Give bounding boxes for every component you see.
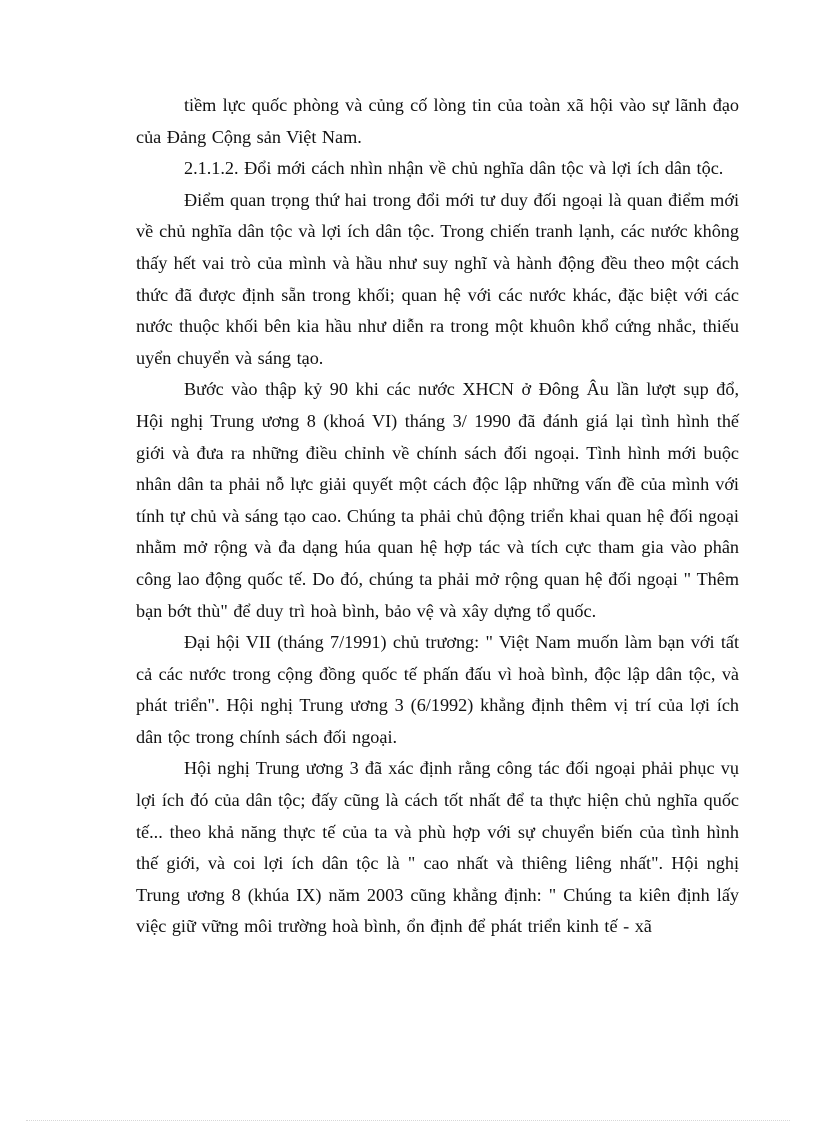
paragraph-nineties: Bước vào thập kỷ 90 khi các nước XHCN ở Đông Âu lần lượt sụp đổ, Hội nghị Trung ương 8 (khoá VI) tháng 3/ 1990 đã đánh giá lại tình hình thế giới và đưa ra những điều chỉnh về chính sách đối ngoại. Tình hình mới buộc nhân dân ta phải nỗ lực giải quyết một cách độc lập những vấn đề của mình với tính tự chủ và sáng tạo cao. Chúng ta phải chủ động triển khai quan hệ đối ngoại nhằm mở rộng và đa dạng húa quan hệ hợp tác và tích cực tham gia vào phân công lao động quốc tế. Do đó, chúng ta phải mở rộng quan hệ đối ngoại " Thêm bạn bớt thù" để duy trì hoà bình, bảo vệ và xây dựng tổ quốc. [136,379,739,621]
paragraph-cold-war: Điểm quan trọng thứ hai trong đổi mới tư duy đối ngoại là quan điểm mới về chủ nghĩa dân tộc và lợi ích dân tộc. Trong chiến tranh lạnh, các nước không thấy hết vai trò của mình và hầu như suy nghĩ và hành động đều theo một cách thức đã được định sẵn trong khối; quan hệ với các nước khác, đặc biệt với các nước thuộc khối bên kia hầu như diễn ra trong một khuôn khổ cứng nhắc, thiếu uyển chuyển và sáng tạo. [136,189,739,368]
document-body [136,90,739,943]
paragraph-congress-vii: Đại hội VII (tháng 7/1991) chủ trương: " Việt Nam muốn làm bạn với tất cả các nước trong cộng đồng quốc tế phấn đấu vì hoà bình, độc lập dân tộc, và phát triển". Hội nghị Trung ương 3 (6/1992) khẳng định thêm vị trí của lợi ích dân tộc trong chính sách đối ngoại. [136,632,739,747]
paragraph-continuation: tiềm lực quốc phòng và củng cố lòng tin của toàn xã hội vào sự lãnh đạo của Đảng Cộng sản Việt Nam. [136,95,739,147]
paragraph-central-committee: Hội nghị Trung ương 3 đã xác định rằng công tác đối ngoại phải phục vụ lợi ích đó của dân tộc; đấy cũng là cách tốt nhất để ta thực hiện chủ nghĩa quốc tế... theo khả năng thực tế của ta và phù hợp với sự chuyển biến của tình hình thế giới, và coi lợi ích dân tộc là " cao nhất và thiêng liêng nhất". Hội nghị Trung ương 8 (khúa IX) năm 2003 cũng khẳng định: " Chúng ta kiên định lấy việc giữ vững môi trường hoà bình, ổn định để phát triển kinh tế - xã [136,758,739,937]
section-heading: 2.1.1.2. Đổi mới cách nhìn nhận về chủ nghĩa dân tộc và lợi ích dân tộc. [184,158,724,179]
page-bottom-divider [26,1120,790,1121]
